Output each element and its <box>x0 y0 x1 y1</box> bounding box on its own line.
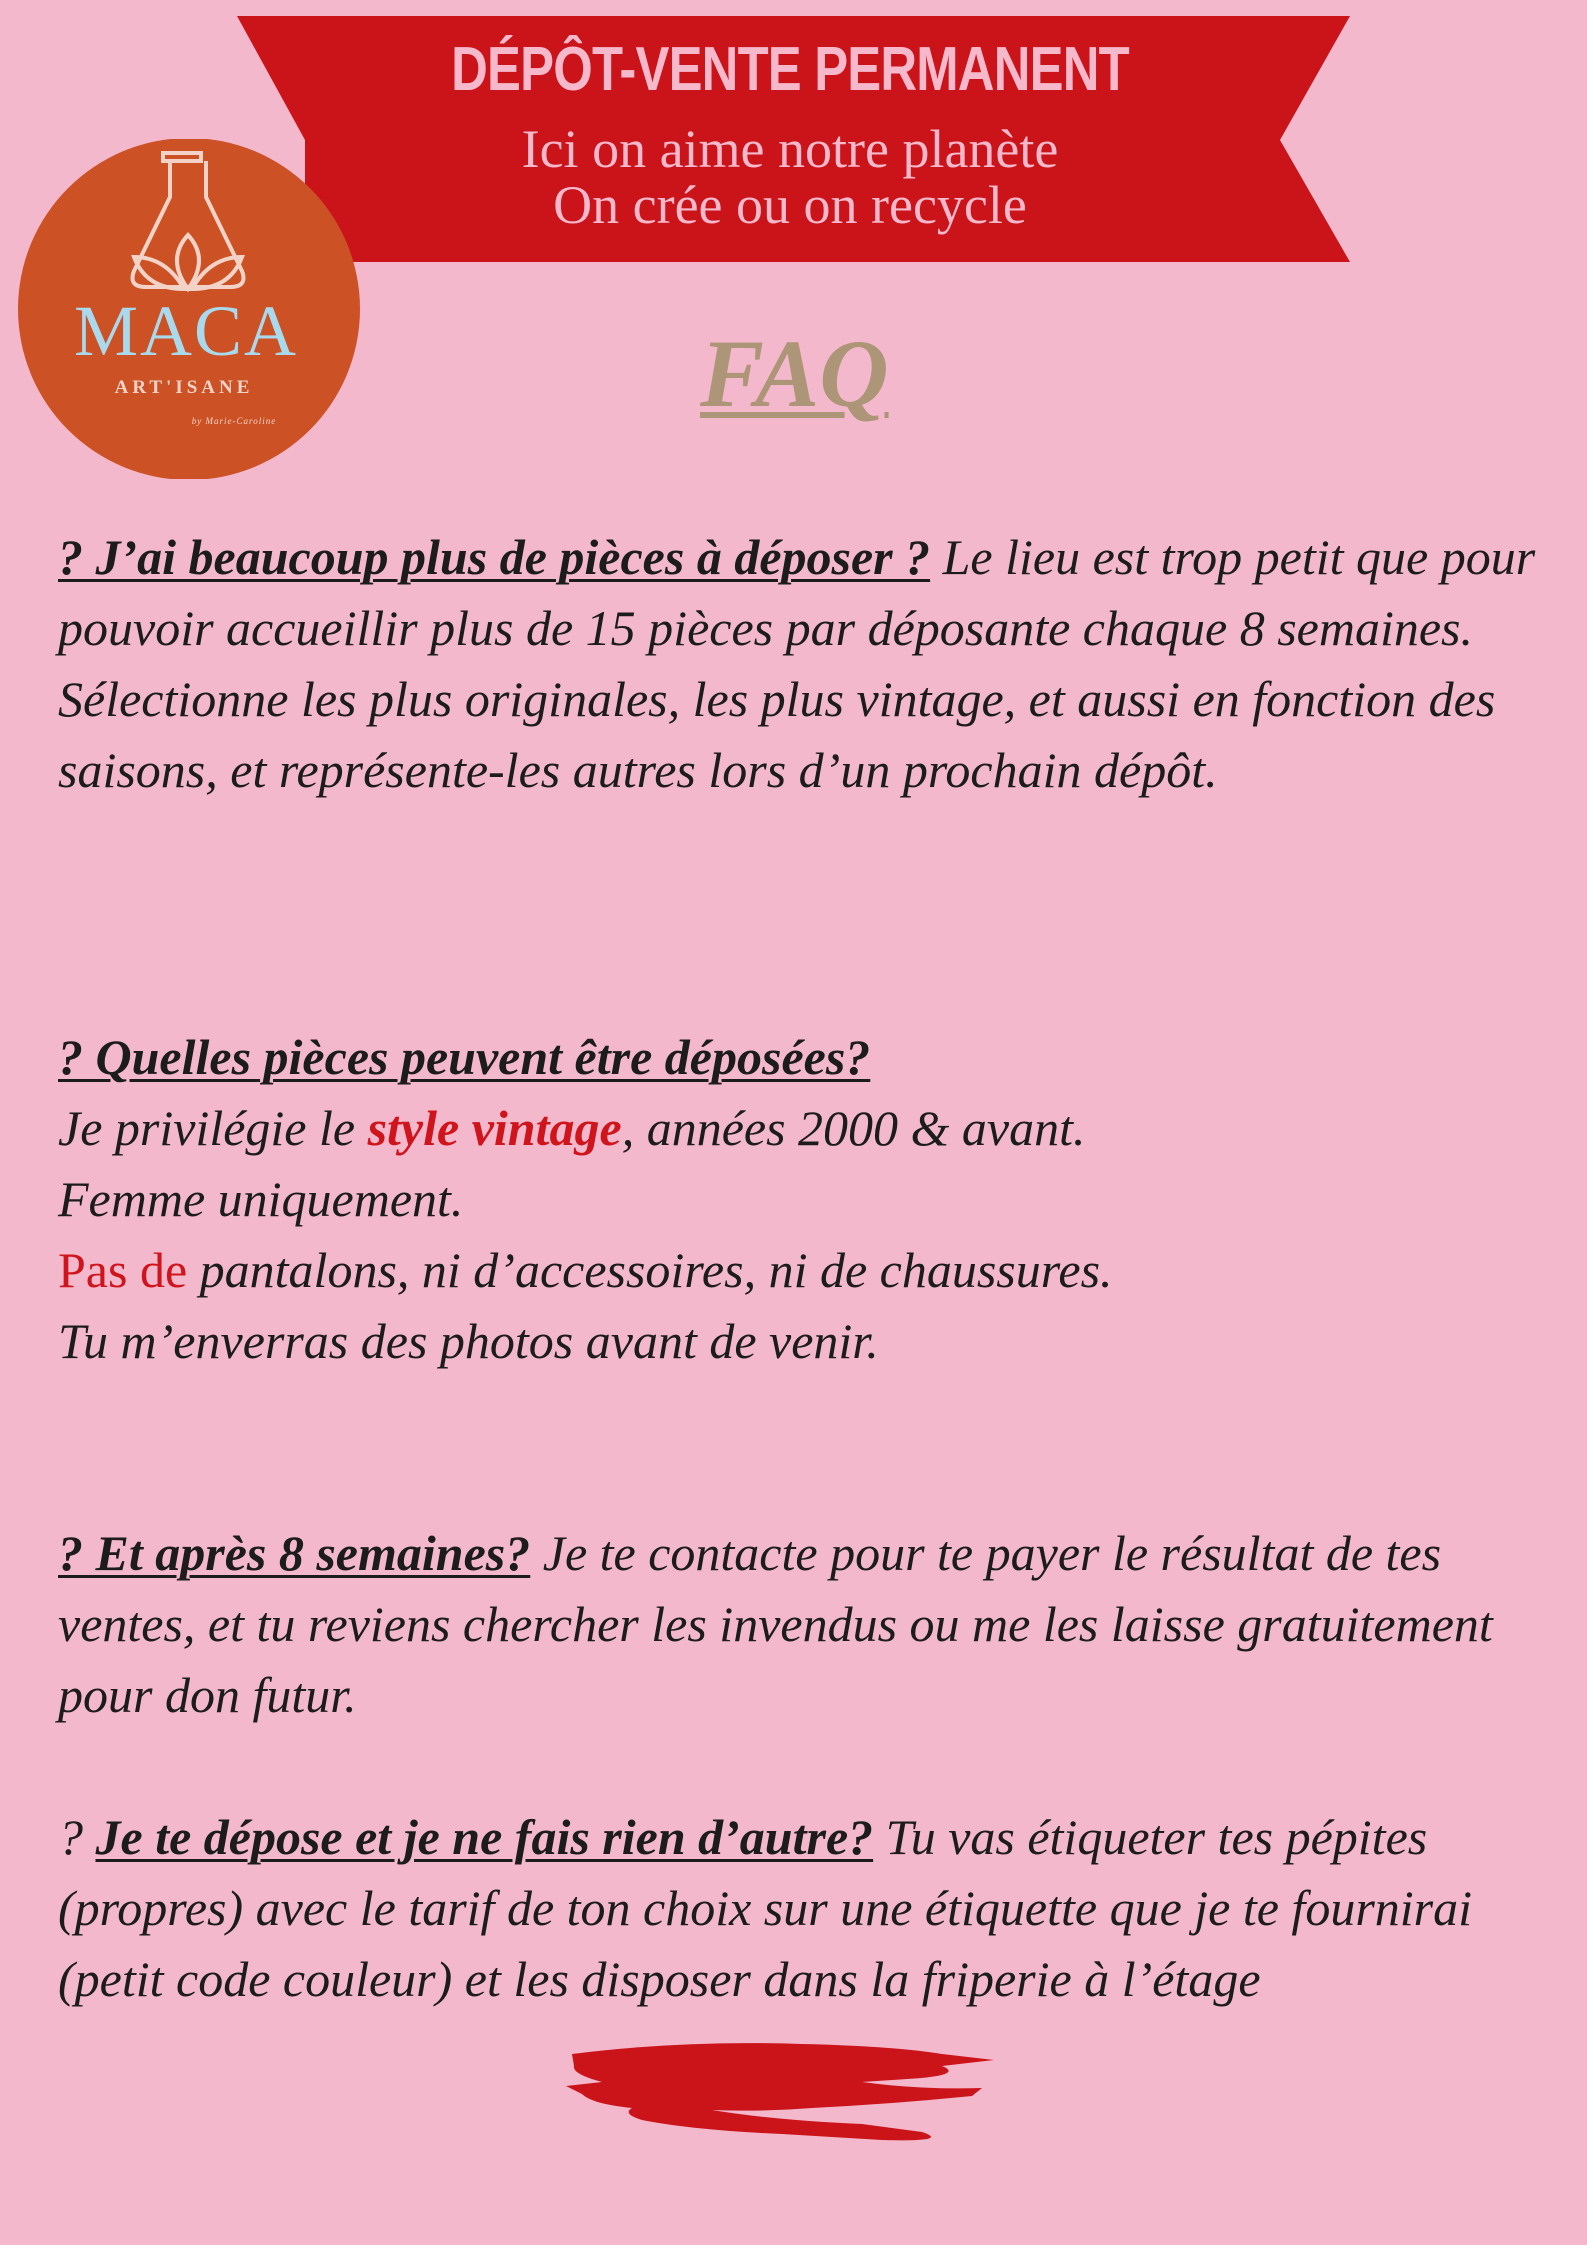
faq-question-2: ? Quelles pièces peuvent être déposées? <box>58 1029 871 1085</box>
red-brush-stroke <box>562 2034 1012 2154</box>
logo-subtitle: ART'ISANE <box>114 377 254 398</box>
faq-answer-2-line-4: Tu m’enverras des photos avant de venir. <box>58 1313 879 1369</box>
faq-item-2 <box>58 1022 1538 1377</box>
highlight-style-vintage: style vintage <box>367 1100 622 1156</box>
faq-question-1: ? J’ai beaucoup plus de pièces à déposer ? <box>58 529 931 585</box>
faq-item-3 <box>58 1518 1538 1731</box>
faq-item-1 <box>58 522 1538 806</box>
faq-title: FAQ <box>700 320 889 427</box>
banner-title: DÉPÔT-VENTE PERMANENT <box>451 35 1129 104</box>
faq-answer-3: Je te contacte pour te payer le résultat de tes ventes, et tu reviens chercher les invendus ou me les laisse gratuitement pour don futur. <box>58 1525 1493 1723</box>
faq-answer-2-line-1: Je privilégie le style vintage, années 2000 & avant. <box>58 1100 1086 1156</box>
maca-logo <box>16 139 362 479</box>
faq-answer-2-line-3: Pas de pantalons, ni d’accessoires, ni de chaussures. <box>58 1242 1113 1298</box>
logo-name: MACA <box>73 291 299 371</box>
highlight-pas-de: Pas de <box>58 1242 188 1298</box>
faq-question-4-prefix: ? <box>58 1809 96 1865</box>
banner-slogan-2: On crée ou on recycle <box>553 175 1027 235</box>
faq-answer-4: Tu vas étiqueter tes pépites (propres) avec le tarif de ton choix sur une étiquette que je te fournirai (petit code couleur) et les disposer dans la friperie à l’étage <box>58 1809 1473 2007</box>
faq-question-4: Je te dépose et je ne fais rien d’autre? <box>95 1809 874 1865</box>
faq-answer-1: Le lieu est trop petit que pour pouvoir accueillir plus de 15 pièces par déposante chaque 8 semaines. Sélectionne les plus originales, les plus vintage, et aussi en fonction des saisons, et représente-les autres lors d’un prochain dépôt. <box>58 529 1536 798</box>
logo-signature: by Marie-Caroline <box>191 416 277 426</box>
faq-answer-2-line-2: Femme uniquement. <box>58 1171 464 1227</box>
faq-question-3: ? Et après 8 semaines? <box>58 1525 531 1581</box>
banner-slogan-1: Ici on aime notre planète <box>521 119 1059 179</box>
faq-item-4 <box>58 1802 1538 2015</box>
